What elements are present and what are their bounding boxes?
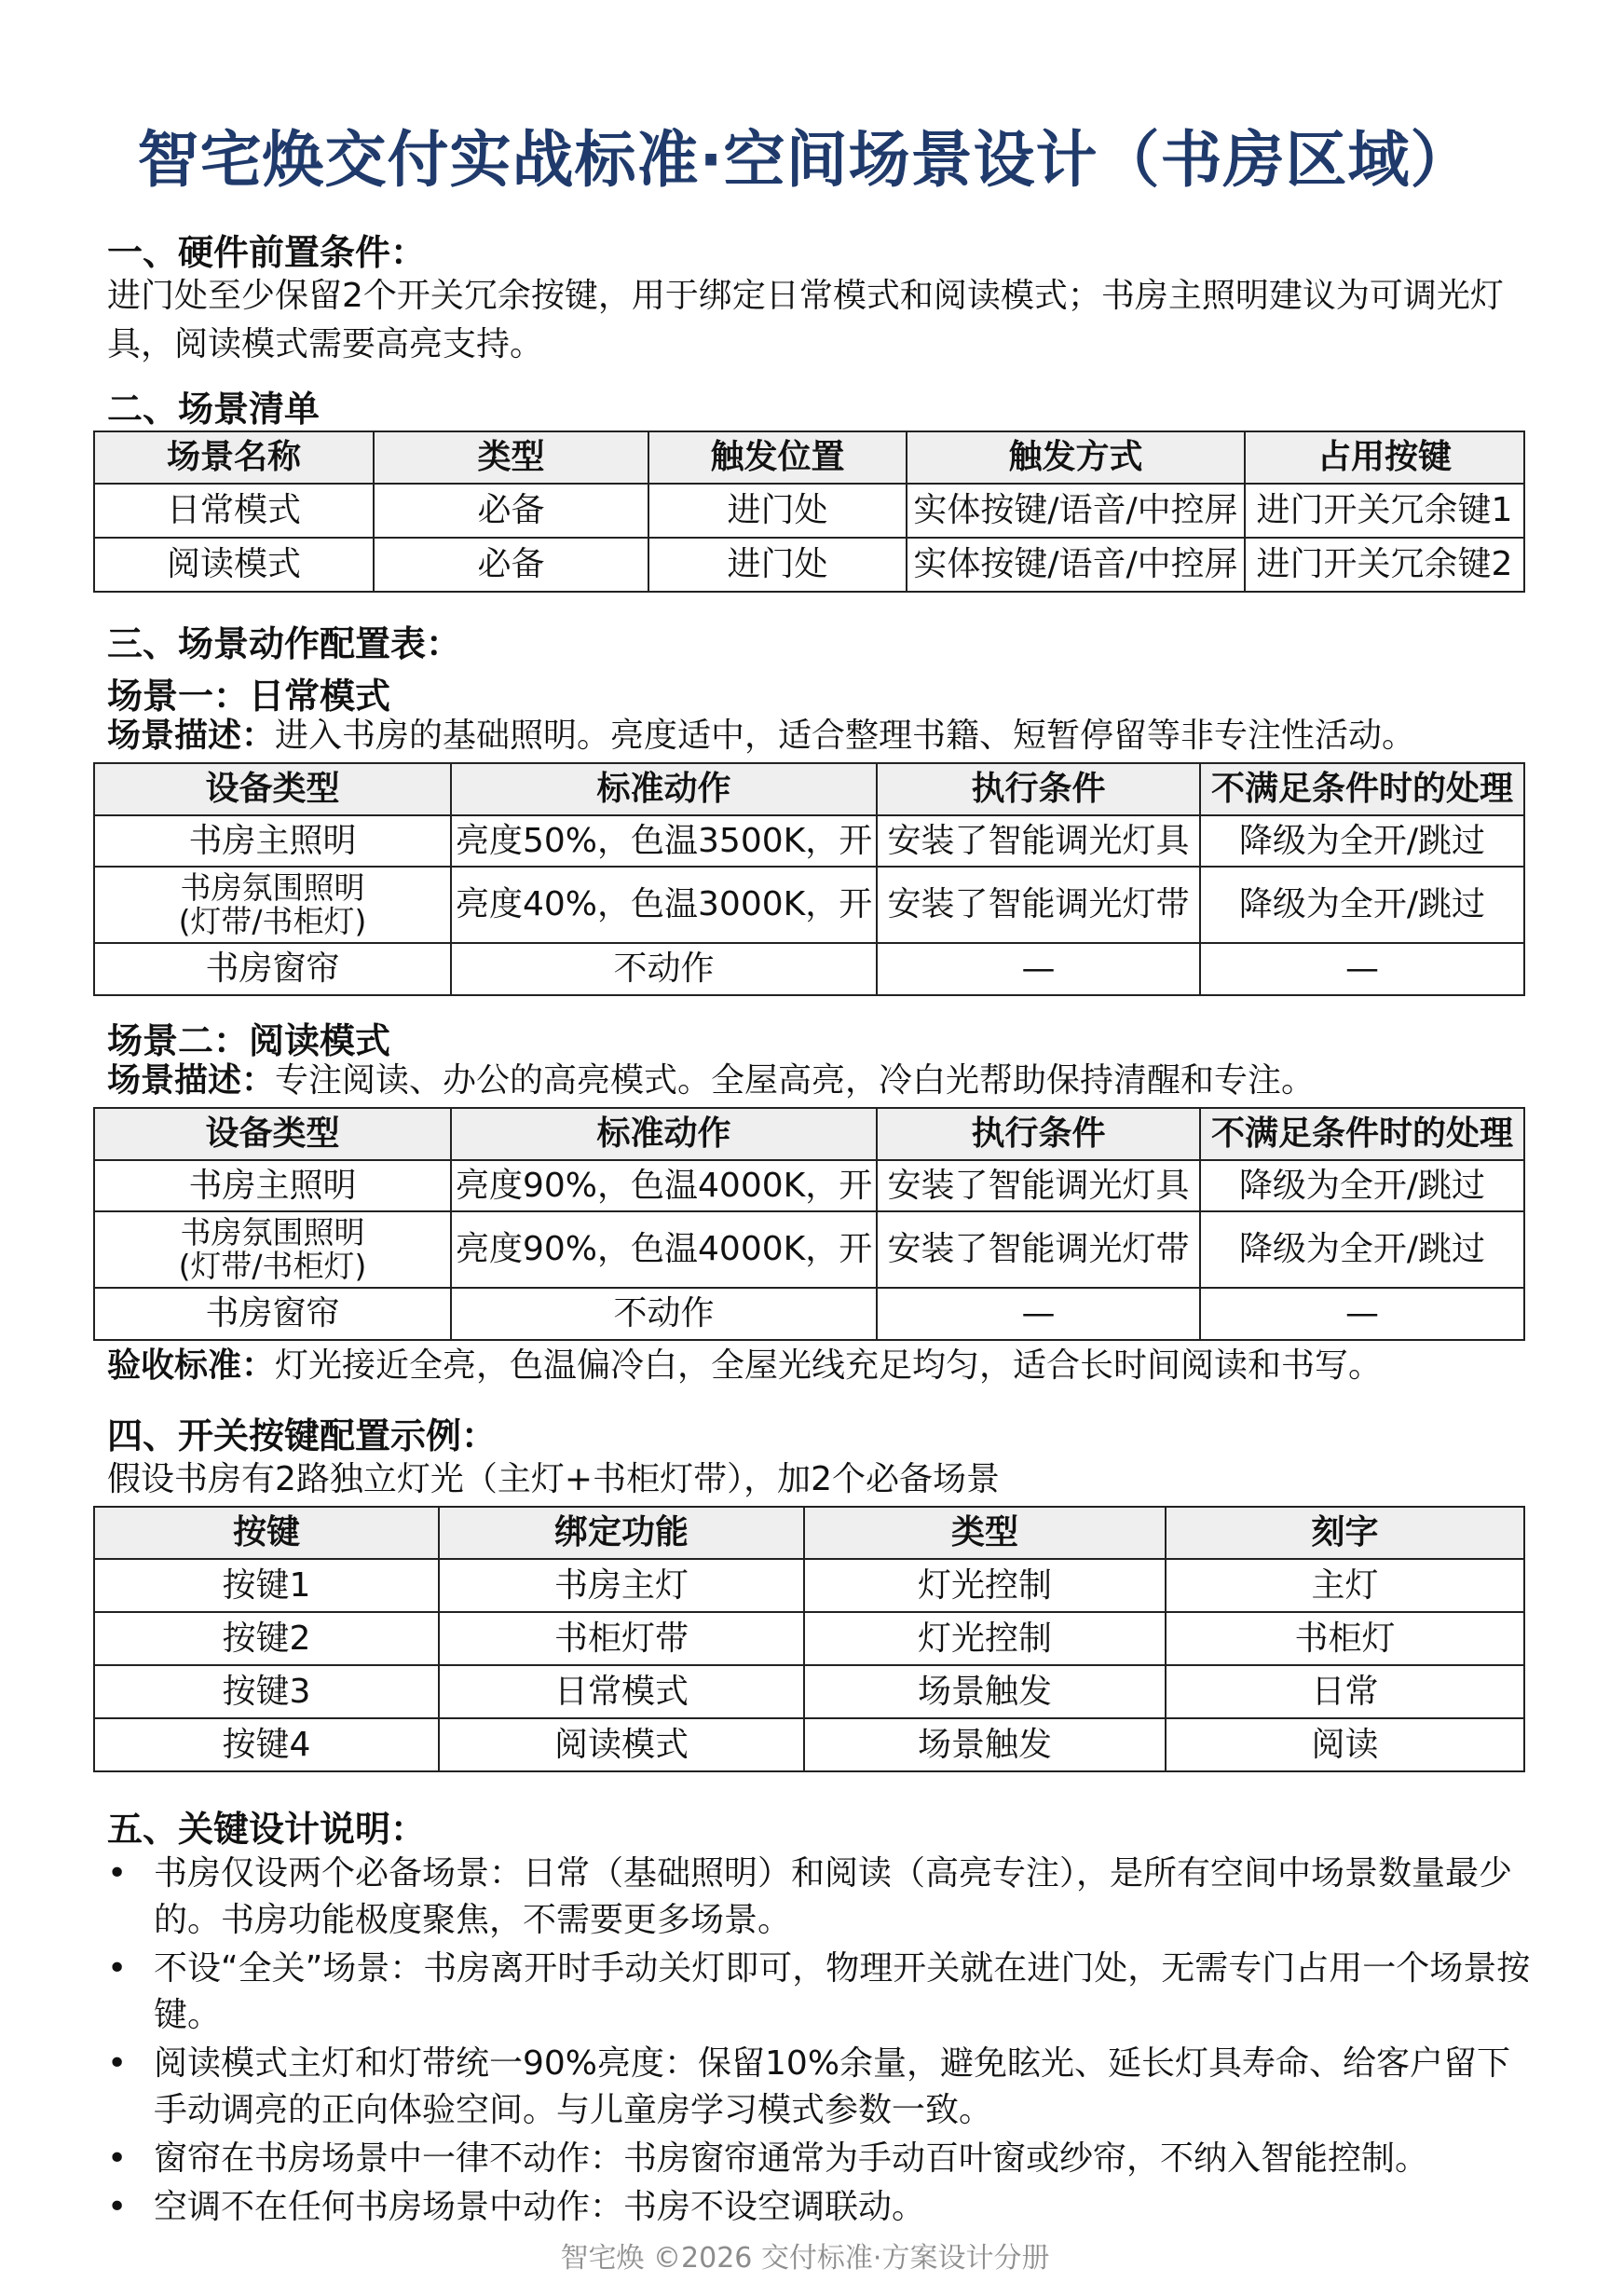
table-cell: 亮度90%，色温4000K，开 xyxy=(451,1160,877,1211)
table-cell: 安装了智能调光灯带 xyxy=(877,1211,1200,1288)
header-cell: 不满足条件时的处理 xyxy=(1200,1108,1524,1160)
bullet-icon: • xyxy=(107,2044,128,2083)
table-cell: 按键1 xyxy=(94,1559,439,1612)
scene1-action-table xyxy=(93,762,1525,996)
header-cell: 触发方式 xyxy=(907,431,1245,484)
table-header-row xyxy=(94,1507,1524,1559)
scene2-action-table xyxy=(93,1107,1525,1341)
table-cell: 主灯 xyxy=(1166,1559,1524,1612)
table-cell: — xyxy=(1200,943,1524,995)
table-row xyxy=(94,943,1524,995)
header-cell: 不满足条件时的处理 xyxy=(1200,763,1524,815)
table-header-row xyxy=(94,431,1524,484)
list-item xyxy=(107,2136,1533,2182)
table-cell: 书房主灯 xyxy=(439,1559,804,1612)
scene2-desc-label: 场景描述： xyxy=(107,1061,276,1100)
bullet-icon: • xyxy=(107,2139,128,2178)
table-cell: 书柜灯 xyxy=(1166,1612,1524,1665)
table-header-row xyxy=(94,763,1524,815)
table-row xyxy=(94,1665,1524,1718)
bullet-icon: • xyxy=(107,1949,128,1988)
table-cell: 按键2 xyxy=(94,1612,439,1665)
table-cell: 必备 xyxy=(374,538,648,592)
table-cell: 降级为全开/跳过 xyxy=(1200,1160,1524,1211)
bullet-icon: • xyxy=(107,2188,128,2226)
table-cell: — xyxy=(877,943,1200,995)
button-config-table xyxy=(93,1506,1525,1772)
table-cell: 安装了智能调光灯具 xyxy=(877,815,1200,867)
section2-heading: 二、场景清单 xyxy=(107,389,321,430)
scene1-description xyxy=(107,712,1523,760)
table-cell: 亮度50%，色温3500K，开 xyxy=(451,815,877,867)
table-cell: 灯光控制 xyxy=(804,1559,1166,1612)
scene1-desc-text: 进入书房的基础照明。亮度适中，适合整理书籍、短暂停留等非专注性活动。 xyxy=(275,717,1416,755)
scene2-desc-text: 专注阅读、办公的高亮模式。全屋高亮，冷白光帮助保持清醒和专注。 xyxy=(275,1061,1316,1100)
scene2-title: 场景二：阅读模式 xyxy=(107,1020,391,1061)
section4-intro: 假设书房有2路独立灯光（主灯+书柜灯带），加2个必备场景 xyxy=(107,1460,1000,1498)
table-cell: 安装了智能调光灯具 xyxy=(877,1160,1200,1211)
header-cell: 类型 xyxy=(374,431,648,484)
table-cell: 灯光控制 xyxy=(804,1612,1166,1665)
section5-heading: 五、关键设计说明： xyxy=(107,1809,427,1850)
table-cell: 阅读 xyxy=(1166,1718,1524,1771)
table-cell: 实体按键/语音/中控屏 xyxy=(907,538,1245,592)
section4-heading: 四、开关按键配置示例： xyxy=(107,1415,498,1456)
section1-text xyxy=(107,272,1523,369)
header-cell: 标准动作 xyxy=(451,763,877,815)
table-cell: 书房氛围照明 (灯带/书柜灯) xyxy=(94,1211,451,1288)
table-cell: 阅读模式 xyxy=(439,1718,804,1771)
table-cell: — xyxy=(1200,1288,1524,1340)
table-cell: 日常模式 xyxy=(94,484,374,538)
table-cell: — xyxy=(877,1288,1200,1340)
table-cell: 不动作 xyxy=(451,1288,877,1340)
table-cell: 进门开关冗余键1 xyxy=(1245,484,1524,538)
scene1-title: 场景一：日常模式 xyxy=(107,676,391,717)
table-cell: 场景触发 xyxy=(804,1665,1166,1718)
scene1-desc-label: 场景描述： xyxy=(107,717,276,755)
table-cell: 降级为全开/跳过 xyxy=(1200,867,1524,943)
list-item xyxy=(107,1851,1533,1944)
table-row xyxy=(94,815,1524,867)
page-footer: 智宅焕 ©2026 交付标准·方案设计分册 xyxy=(560,2242,1050,2275)
table-row xyxy=(94,1718,1524,1771)
table-cell: 书房氛围照明 (灯带/书柜灯) xyxy=(94,867,451,943)
list-item-text: 空调不在任何书房场景中动作：书房不设空调联动。 xyxy=(154,2188,926,2226)
table-cell: 不动作 xyxy=(451,943,877,995)
table-row xyxy=(94,1211,1524,1288)
table-cell: 书房窗帘 xyxy=(94,943,451,995)
header-cell: 设备类型 xyxy=(94,1108,451,1160)
header-cell: 类型 xyxy=(804,1507,1166,1559)
section3-heading: 三、场景动作配置表： xyxy=(107,623,462,664)
table-cell: 日常 xyxy=(1166,1665,1524,1718)
acceptance-text: 灯光接近全亮，色温偏冷白，全屋光线充足均匀，适合长时间阅读和书写。 xyxy=(275,1346,1383,1385)
acceptance-standard xyxy=(107,1342,1523,1390)
table-cell: 进门处 xyxy=(648,538,907,592)
header-cell: 设备类型 xyxy=(94,763,451,815)
list-item-text: 阅读模式主灯和灯带统一90%亮度：保留10%余量，避免眩光、延长灯具寿命、给客户留下手动调亮的正向体验空间。与儿童房学习模式参数一致。 xyxy=(154,2044,1511,2129)
header-cell: 执行条件 xyxy=(877,763,1200,815)
section1-line2: 具，阅读模式需要高亮支持。 xyxy=(107,325,544,363)
table-cell: 亮度90%，色温4000K，开 xyxy=(451,1211,877,1288)
list-item-text: 窗帘在书房场景中一律不动作：书房窗帘通常为手动百叶窗或纱帘，不纳入智能控制。 xyxy=(154,2139,1429,2178)
table-row xyxy=(94,1612,1524,1665)
table-cell: 按键4 xyxy=(94,1718,439,1771)
table-cell: 亮度40%，色温3000K，开 xyxy=(451,867,877,943)
table-cell: 日常模式 xyxy=(439,1665,804,1718)
section1-line1: 进门处至少保留2个开关冗余按键，用于绑定日常模式和阅读模式；书房主照明建议为可调光灯 xyxy=(107,277,1504,315)
list-item xyxy=(107,1946,1533,2039)
section1-heading: 一、硬件前置条件： xyxy=(107,232,427,273)
table-cell: 书房主照明 xyxy=(94,815,451,867)
table-cell: 书柜灯带 xyxy=(439,1612,804,1665)
table-cell: 进门处 xyxy=(648,484,907,538)
table-cell: 阅读模式 xyxy=(94,538,374,592)
acceptance-label: 验收标准： xyxy=(107,1346,276,1385)
header-cell: 场景名称 xyxy=(94,431,374,484)
list-item xyxy=(107,2184,1533,2231)
scene2-description xyxy=(107,1057,1523,1105)
header-cell: 绑定功能 xyxy=(439,1507,804,1559)
table-cell: 进门开关冗余键2 xyxy=(1245,538,1524,592)
table-header-row xyxy=(94,1108,1524,1160)
design-notes-list xyxy=(107,1851,1533,2233)
table-row xyxy=(94,867,1524,943)
header-cell: 按键 xyxy=(94,1507,439,1559)
list-item-text: 不设“全关”场景：书房离开时手动关灯即可，物理开关就在进门处，无需专门占用一个场景按键。 xyxy=(154,1949,1531,2034)
list-item-text: 书房仅设两个必备场景：日常（基础照明）和阅读（高亮专注），是所有空间中场景数量最少的。书房功能极度聚焦，不需要更多场景。 xyxy=(154,1854,1513,1939)
table-cell: 降级为全开/跳过 xyxy=(1200,815,1524,867)
table-cell: 书房主照明 xyxy=(94,1160,451,1211)
table-cell: 场景触发 xyxy=(804,1718,1166,1771)
header-cell: 标准动作 xyxy=(451,1108,877,1160)
header-cell: 触发位置 xyxy=(648,431,907,484)
table-cell: 必备 xyxy=(374,484,648,538)
header-cell: 刻字 xyxy=(1166,1507,1524,1559)
table-row xyxy=(94,1288,1524,1340)
bullet-icon: • xyxy=(107,1854,128,1893)
header-cell: 执行条件 xyxy=(877,1108,1200,1160)
table-row xyxy=(94,1160,1524,1211)
page-title: 智宅焕交付实战标准·空间场景设计（书房区域） xyxy=(137,124,1473,196)
list-item xyxy=(107,2041,1533,2134)
table-cell: 按键3 xyxy=(94,1665,439,1718)
table-row xyxy=(94,1559,1524,1612)
table-cell: 安装了智能调光灯带 xyxy=(877,867,1200,943)
scene-list-table xyxy=(93,430,1525,593)
table-row xyxy=(94,538,1524,592)
table-cell: 书房窗帘 xyxy=(94,1288,451,1340)
table-row xyxy=(94,484,1524,538)
table-cell: 降级为全开/跳过 xyxy=(1200,1211,1524,1288)
header-cell: 占用按键 xyxy=(1245,431,1524,484)
table-cell: 实体按键/语音/中控屏 xyxy=(907,484,1245,538)
